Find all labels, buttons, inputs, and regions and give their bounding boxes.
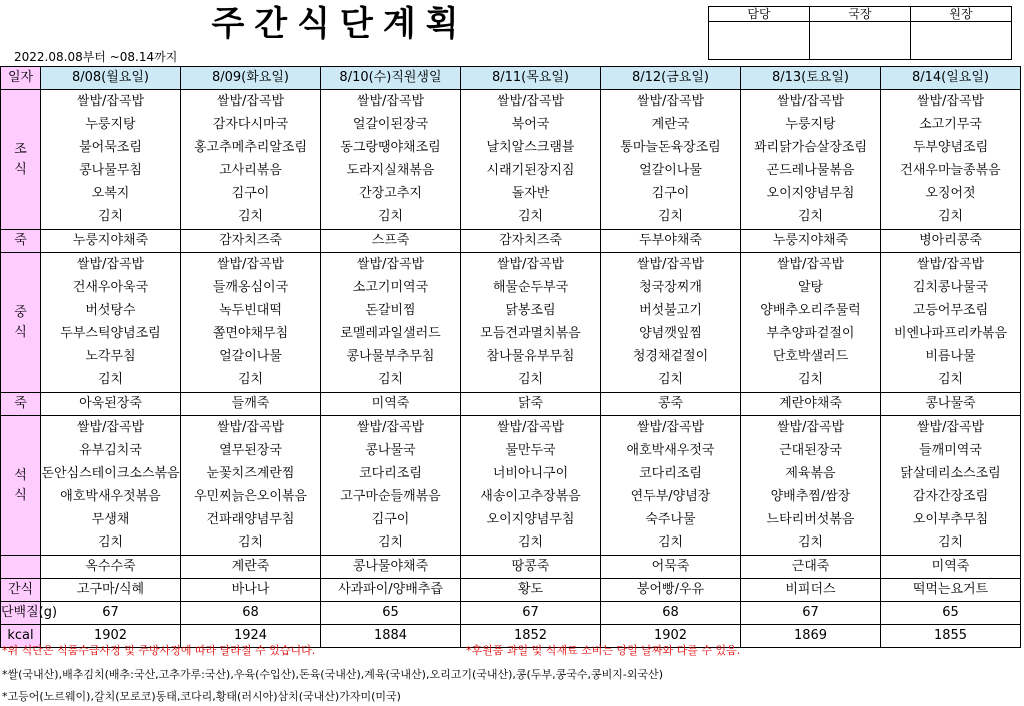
menu-item: 부추양파겉절이 xyxy=(766,326,855,341)
day-header: 8/10(수)직원생일 xyxy=(321,67,461,90)
lunch-label-char: 중 xyxy=(14,304,27,320)
date-range: 2022.08.08부터 ~08.14까지 xyxy=(14,50,178,64)
note-origin-fish: *고등어(노르웨이),갈치(모로코)동태,코다리,황태(러시아)삼치(국내산)가자미(미국) xyxy=(2,690,401,703)
menu-item: 고구마순들깨볶음 xyxy=(340,489,441,504)
menu-item: 열무된장국 xyxy=(219,443,282,458)
protein-cell: 67 xyxy=(41,602,181,625)
dinner-porridge-cell: 미역죽 xyxy=(881,556,1021,579)
menu-item: 건새우마늘종볶음 xyxy=(900,163,1001,178)
menu-item: 고사리볶음 xyxy=(219,163,282,178)
menu-item: 알탕 xyxy=(797,280,824,295)
menu-item: 시래기된장지짐 xyxy=(486,163,575,178)
protein-cell: 68 xyxy=(601,602,741,625)
menu-item: 간장고추지 xyxy=(359,186,422,201)
dinner-cell xyxy=(321,416,461,556)
kcal-cell: 1869 xyxy=(741,625,881,648)
menu-item: 도라지실채볶음 xyxy=(346,163,435,178)
menu-item: 쌀밥/잡곡밥 xyxy=(76,420,145,435)
menu-item: 쌀밥/잡곡밥 xyxy=(496,257,565,272)
approval-head-label: 원장 xyxy=(911,7,1012,22)
menu-item: 돌자반 xyxy=(511,186,550,201)
approval-staff-sign[interactable] xyxy=(709,22,810,60)
menu-item: 김치콩나물국 xyxy=(912,280,989,295)
menu-item: 김치 xyxy=(237,209,264,224)
menu-item: 새송이고추장볶음 xyxy=(480,489,581,504)
menu-item: 녹두빈대떡 xyxy=(219,303,282,318)
porridge-label: 죽 xyxy=(1,230,41,253)
note-change: *위 식단은 식품수급사정 및 주방사정에 따라 달라질 수 있습니다. xyxy=(2,644,316,657)
dinner-cell xyxy=(181,416,321,556)
menu-item: 건새우아욱국 xyxy=(72,280,149,295)
menu-item: 우민찌늙은오이볶음 xyxy=(193,489,308,504)
menu-item: 얼갈이나물 xyxy=(639,163,702,178)
menu-item: 쌀밥/잡곡밥 xyxy=(216,420,285,435)
menu-item: 유부김치국 xyxy=(79,443,142,458)
kcal-cell: 1852 xyxy=(461,625,601,648)
menu-item: 버섯불고기 xyxy=(639,303,702,318)
menu-item: 소고기미역국 xyxy=(352,280,429,295)
protein-cell: 65 xyxy=(881,602,1021,625)
breakfast-cell xyxy=(181,90,321,230)
menu-item: 쌀밥/잡곡밥 xyxy=(776,94,845,109)
dinner-cell xyxy=(461,416,601,556)
day-header: 8/14(일요일) xyxy=(881,67,1021,90)
menu-item: 쌀밥/잡곡밥 xyxy=(636,420,705,435)
menu-item: 닭살데리소스조림 xyxy=(900,466,1001,481)
menu-item: 북어국 xyxy=(511,117,550,132)
lunch-cell xyxy=(601,253,741,393)
menu-item: 쌀밥/잡곡밥 xyxy=(636,257,705,272)
menu-item: 김치 xyxy=(377,209,404,224)
snack-cell: 붕어빵/우유 xyxy=(601,579,741,602)
menu-item: 김치 xyxy=(97,372,124,387)
menu-item: 쫄면야채무침 xyxy=(212,326,289,341)
dinner-porridge-cell: 콩나물야채죽 xyxy=(321,556,461,579)
kcal-cell: 1884 xyxy=(321,625,461,648)
day-header: 8/13(토요일) xyxy=(741,67,881,90)
menu-item: 날치알스크램블 xyxy=(486,140,575,155)
menu-item: 비엔나파프리카볶음 xyxy=(893,326,1008,341)
day-header: 8/08(월요일) xyxy=(41,67,181,90)
menu-item: 김치 xyxy=(657,209,684,224)
menu-item: 애호박새우젓국 xyxy=(626,443,715,458)
approval-head-sign[interactable] xyxy=(911,22,1012,60)
menu-item: 김치 xyxy=(937,535,964,550)
menu-item: 쌀밥/잡곡밥 xyxy=(356,257,425,272)
menu-item: 쌀밥/잡곡밥 xyxy=(216,257,285,272)
menu-item: 근대된장국 xyxy=(779,443,842,458)
porridge1-cell: 병아리콩죽 xyxy=(881,230,1021,253)
day-header: 8/12(금요일) xyxy=(601,67,741,90)
approval-staff-label: 담당 xyxy=(709,7,810,22)
lunch-cell xyxy=(881,253,1021,393)
lunch-cell xyxy=(41,253,181,393)
menu-item: 김치 xyxy=(937,209,964,224)
menu-item: 닭봉조림 xyxy=(505,303,556,318)
porridge2-cell: 아욱된장죽 xyxy=(41,393,181,416)
menu-item: 누룽지탕 xyxy=(785,117,836,132)
approval-director-label: 국장 xyxy=(810,7,911,22)
dinner-cell xyxy=(741,416,881,556)
menu-item: 감자간장조림 xyxy=(912,489,989,504)
porridge1-cell: 감자치즈죽 xyxy=(181,230,321,253)
menu-item: 김치 xyxy=(797,372,824,387)
porridge1-cell: 누룽지야채죽 xyxy=(741,230,881,253)
menu-item: 쌀밥/잡곡밥 xyxy=(356,420,425,435)
menu-item: 물만두국 xyxy=(505,443,556,458)
dinner-porridge-label xyxy=(1,556,41,579)
dinner-cell xyxy=(601,416,741,556)
breakfast-cell xyxy=(461,90,601,230)
menu-item: 쌀밥/잡곡밥 xyxy=(496,94,565,109)
menu-item: 쌀밥/잡곡밥 xyxy=(216,94,285,109)
protein-cell: 67 xyxy=(741,602,881,625)
menu-item: 김치 xyxy=(377,535,404,550)
menu-item: 오이지양념무침 xyxy=(766,186,855,201)
menu-item: 양배추찜/쌈장 xyxy=(770,489,851,504)
menu-item: 쌀밥/잡곡밥 xyxy=(356,94,425,109)
porridge1-cell: 두부야채죽 xyxy=(601,230,741,253)
kcal-cell: 1855 xyxy=(881,625,1021,648)
menu-item: 불어묵조림 xyxy=(79,140,142,155)
menu-item: 김치 xyxy=(97,209,124,224)
dinner-label-char: 식 xyxy=(14,487,27,503)
menu-item: 얼갈이된장국 xyxy=(352,117,429,132)
menu-item: 김치 xyxy=(97,535,124,550)
approval-box xyxy=(708,6,1012,60)
kcal-cell: 1902 xyxy=(601,625,741,648)
breakfast-cell xyxy=(321,90,461,230)
menu-item: 들깨미역국 xyxy=(919,443,982,458)
menu-item: 김치 xyxy=(797,209,824,224)
snack-label: 간식 xyxy=(1,579,41,602)
kcal-cell: 1902 xyxy=(41,625,181,648)
menu-item: 로멜레과일샐러드 xyxy=(340,326,441,341)
menu-item: 모듬견과멸치볶음 xyxy=(480,326,581,341)
menu-item: 김구이 xyxy=(231,186,270,201)
menu-item: 비름나물 xyxy=(925,349,976,364)
menu-item: 소고기무국 xyxy=(919,117,982,132)
menu-item: 코다리조림 xyxy=(359,466,422,481)
lunch-cell xyxy=(321,253,461,393)
menu-item: 김구이 xyxy=(371,512,410,527)
dinner-porridge-cell: 땅콩죽 xyxy=(461,556,601,579)
protein-cell: 68 xyxy=(181,602,321,625)
menu-table xyxy=(0,66,1021,648)
menu-item: 쌀밥/잡곡밥 xyxy=(76,94,145,109)
snack-cell: 바나나 xyxy=(181,579,321,602)
breakfast-cell xyxy=(41,90,181,230)
porridge2-cell: 들깨죽 xyxy=(181,393,321,416)
menu-item: 건파래양념무침 xyxy=(206,512,295,527)
porridge1-cell: 감자치즈죽 xyxy=(461,230,601,253)
porridge1-cell: 누룽지야채죽 xyxy=(41,230,181,253)
menu-item: 들깨옹심이국 xyxy=(212,280,289,295)
menu-item: 고등어무조림 xyxy=(912,303,989,318)
lunch-label-char: 식 xyxy=(14,324,27,340)
menu-item: 콩나물국 xyxy=(365,443,416,458)
snack-cell: 떡먹는요거트 xyxy=(881,579,1021,602)
menu-item: 청국장찌개 xyxy=(639,280,702,295)
menu-item: 김치 xyxy=(517,535,544,550)
snack-cell: 고구마/식혜 xyxy=(41,579,181,602)
dinner-cell xyxy=(41,416,181,556)
menu-item: 너비아니구이 xyxy=(492,466,569,481)
menu-item: 느타리버섯볶음 xyxy=(766,512,855,527)
dinner-label-char: 석 xyxy=(14,467,27,483)
menu-item: 김치 xyxy=(517,372,544,387)
dinner-label xyxy=(1,416,41,556)
menu-item: 김치 xyxy=(237,372,264,387)
menu-item: 양념깻잎찜 xyxy=(639,326,702,341)
lunch-cell xyxy=(181,253,321,393)
menu-item: 단호박샐러드 xyxy=(772,349,849,364)
menu-item: 두부양념조림 xyxy=(912,140,989,155)
menu-item: 쌀밥/잡곡밥 xyxy=(916,257,985,272)
porridge2-cell: 미역죽 xyxy=(321,393,461,416)
day-header: 8/09(화요일) xyxy=(181,67,321,90)
lunch-cell xyxy=(461,253,601,393)
kcal-label: kcal xyxy=(1,625,41,648)
menu-item: 감자다시마국 xyxy=(212,117,289,132)
menu-item: 통마늘돈육장조림 xyxy=(620,140,721,155)
breakfast-label-char: 조 xyxy=(14,141,27,157)
porridge2-cell: 콩죽 xyxy=(601,393,741,416)
note-origin-meat: *쌀(국내산),배추김치(배추:국산,고추가루:국산),우육(수입산),돈육(국내산),계육(국내산),오리고기(국내산),콩(두부,콩국수,콩비지-외국산) xyxy=(2,668,663,681)
menu-item: 숙주나물 xyxy=(645,512,696,527)
approval-director-sign[interactable] xyxy=(810,22,911,60)
note-donation: *후원품 과일 및 식재료 소비는 당일 날짜와 다를 수 있음. xyxy=(466,644,741,657)
porridge-label: 죽 xyxy=(1,393,41,416)
lunch-cell xyxy=(741,253,881,393)
menu-item: 오이지양념무침 xyxy=(486,512,575,527)
menu-item: 계란국 xyxy=(651,117,690,132)
menu-item: 김치 xyxy=(797,535,824,550)
dinner-cell xyxy=(881,416,1021,556)
menu-item: 무생채 xyxy=(91,512,130,527)
menu-item: 동그랑땡야채조림 xyxy=(340,140,441,155)
page-title: 주간식단계획 xyxy=(211,4,469,44)
menu-item: 쌀밥/잡곡밥 xyxy=(916,94,985,109)
snack-cell: 황도 xyxy=(461,579,601,602)
menu-item: 홍고추메추리알조림 xyxy=(193,140,308,155)
menu-item: 노각무침 xyxy=(85,349,136,364)
porridge1-cell: 스프죽 xyxy=(321,230,461,253)
snack-cell: 사과파이/양배추즙 xyxy=(321,579,461,602)
menu-item: 쌀밥/잡곡밥 xyxy=(776,420,845,435)
menu-item: 양배추오리주물럭 xyxy=(760,303,861,318)
corner-label: 일자 xyxy=(1,67,41,90)
menu-item: 김치 xyxy=(517,209,544,224)
breakfast-label xyxy=(1,90,41,230)
day-header: 8/11(목요일) xyxy=(461,67,601,90)
menu-item: 김구이 xyxy=(651,186,690,201)
menu-item: 돈안심스테이크소스볶음 xyxy=(41,466,180,481)
menu-item: 연두부/양념장 xyxy=(630,489,711,504)
menu-item: 쌀밥/잡곡밥 xyxy=(916,420,985,435)
protein-cell: 65 xyxy=(321,602,461,625)
menu-item: 김치 xyxy=(937,372,964,387)
menu-item: 코다리조림 xyxy=(639,466,702,481)
menu-item: 버섯탕수 xyxy=(85,303,136,318)
breakfast-cell xyxy=(881,90,1021,230)
menu-item: 애호박새우젓볶음 xyxy=(60,489,161,504)
breakfast-label-char: 식 xyxy=(14,161,27,177)
menu-item: 오복지 xyxy=(91,186,130,201)
breakfast-cell xyxy=(741,90,881,230)
menu-item: 꽈리닭가슴살장조림 xyxy=(753,140,868,155)
menu-item: 곤드레나물볶음 xyxy=(766,163,855,178)
porridge2-cell: 콩나물죽 xyxy=(881,393,1021,416)
snack-cell: 비피더스 xyxy=(741,579,881,602)
menu-item: 오이부추무침 xyxy=(912,512,989,527)
menu-item: 해물순두부국 xyxy=(492,280,569,295)
porridge2-cell: 계란야채죽 xyxy=(741,393,881,416)
protein-cell: 67 xyxy=(461,602,601,625)
dinner-porridge-cell: 계란죽 xyxy=(181,556,321,579)
porridge2-cell: 닭죽 xyxy=(461,393,601,416)
menu-item: 두부스틱양념조림 xyxy=(60,326,161,341)
menu-item: 김치 xyxy=(377,372,404,387)
menu-item: 쌀밥/잡곡밥 xyxy=(636,94,705,109)
menu-item: 돈갈비찜 xyxy=(365,303,416,318)
dinner-porridge-cell: 옥수수죽 xyxy=(41,556,181,579)
menu-item: 오징어젓 xyxy=(925,186,976,201)
menu-item: 콩나물무침 xyxy=(79,163,142,178)
menu-item: 쌀밥/잡곡밥 xyxy=(776,257,845,272)
menu-item: 눈꽃치즈계란찜 xyxy=(206,466,295,481)
menu-item: 얼갈이나물 xyxy=(219,349,282,364)
breakfast-cell xyxy=(601,90,741,230)
menu-item: 쌀밥/잡곡밥 xyxy=(496,420,565,435)
lunch-label xyxy=(1,253,41,393)
menu-item: 참나물유부무침 xyxy=(486,349,575,364)
protein-label: 단백질(g) xyxy=(1,602,41,625)
menu-item: 쌀밥/잡곡밥 xyxy=(76,257,145,272)
menu-item: 제육볶음 xyxy=(785,466,836,481)
menu-item: 청경채겉절이 xyxy=(632,349,709,364)
menu-item: 김치 xyxy=(237,535,264,550)
menu-item: 김치 xyxy=(657,535,684,550)
menu-item: 누룽지탕 xyxy=(85,117,136,132)
kcal-cell: 1924 xyxy=(181,625,321,648)
dinner-porridge-cell: 어묵죽 xyxy=(601,556,741,579)
dinner-porridge-cell: 근대죽 xyxy=(741,556,881,579)
menu-item: 김치 xyxy=(657,372,684,387)
menu-item: 콩나물부추무침 xyxy=(346,349,435,364)
